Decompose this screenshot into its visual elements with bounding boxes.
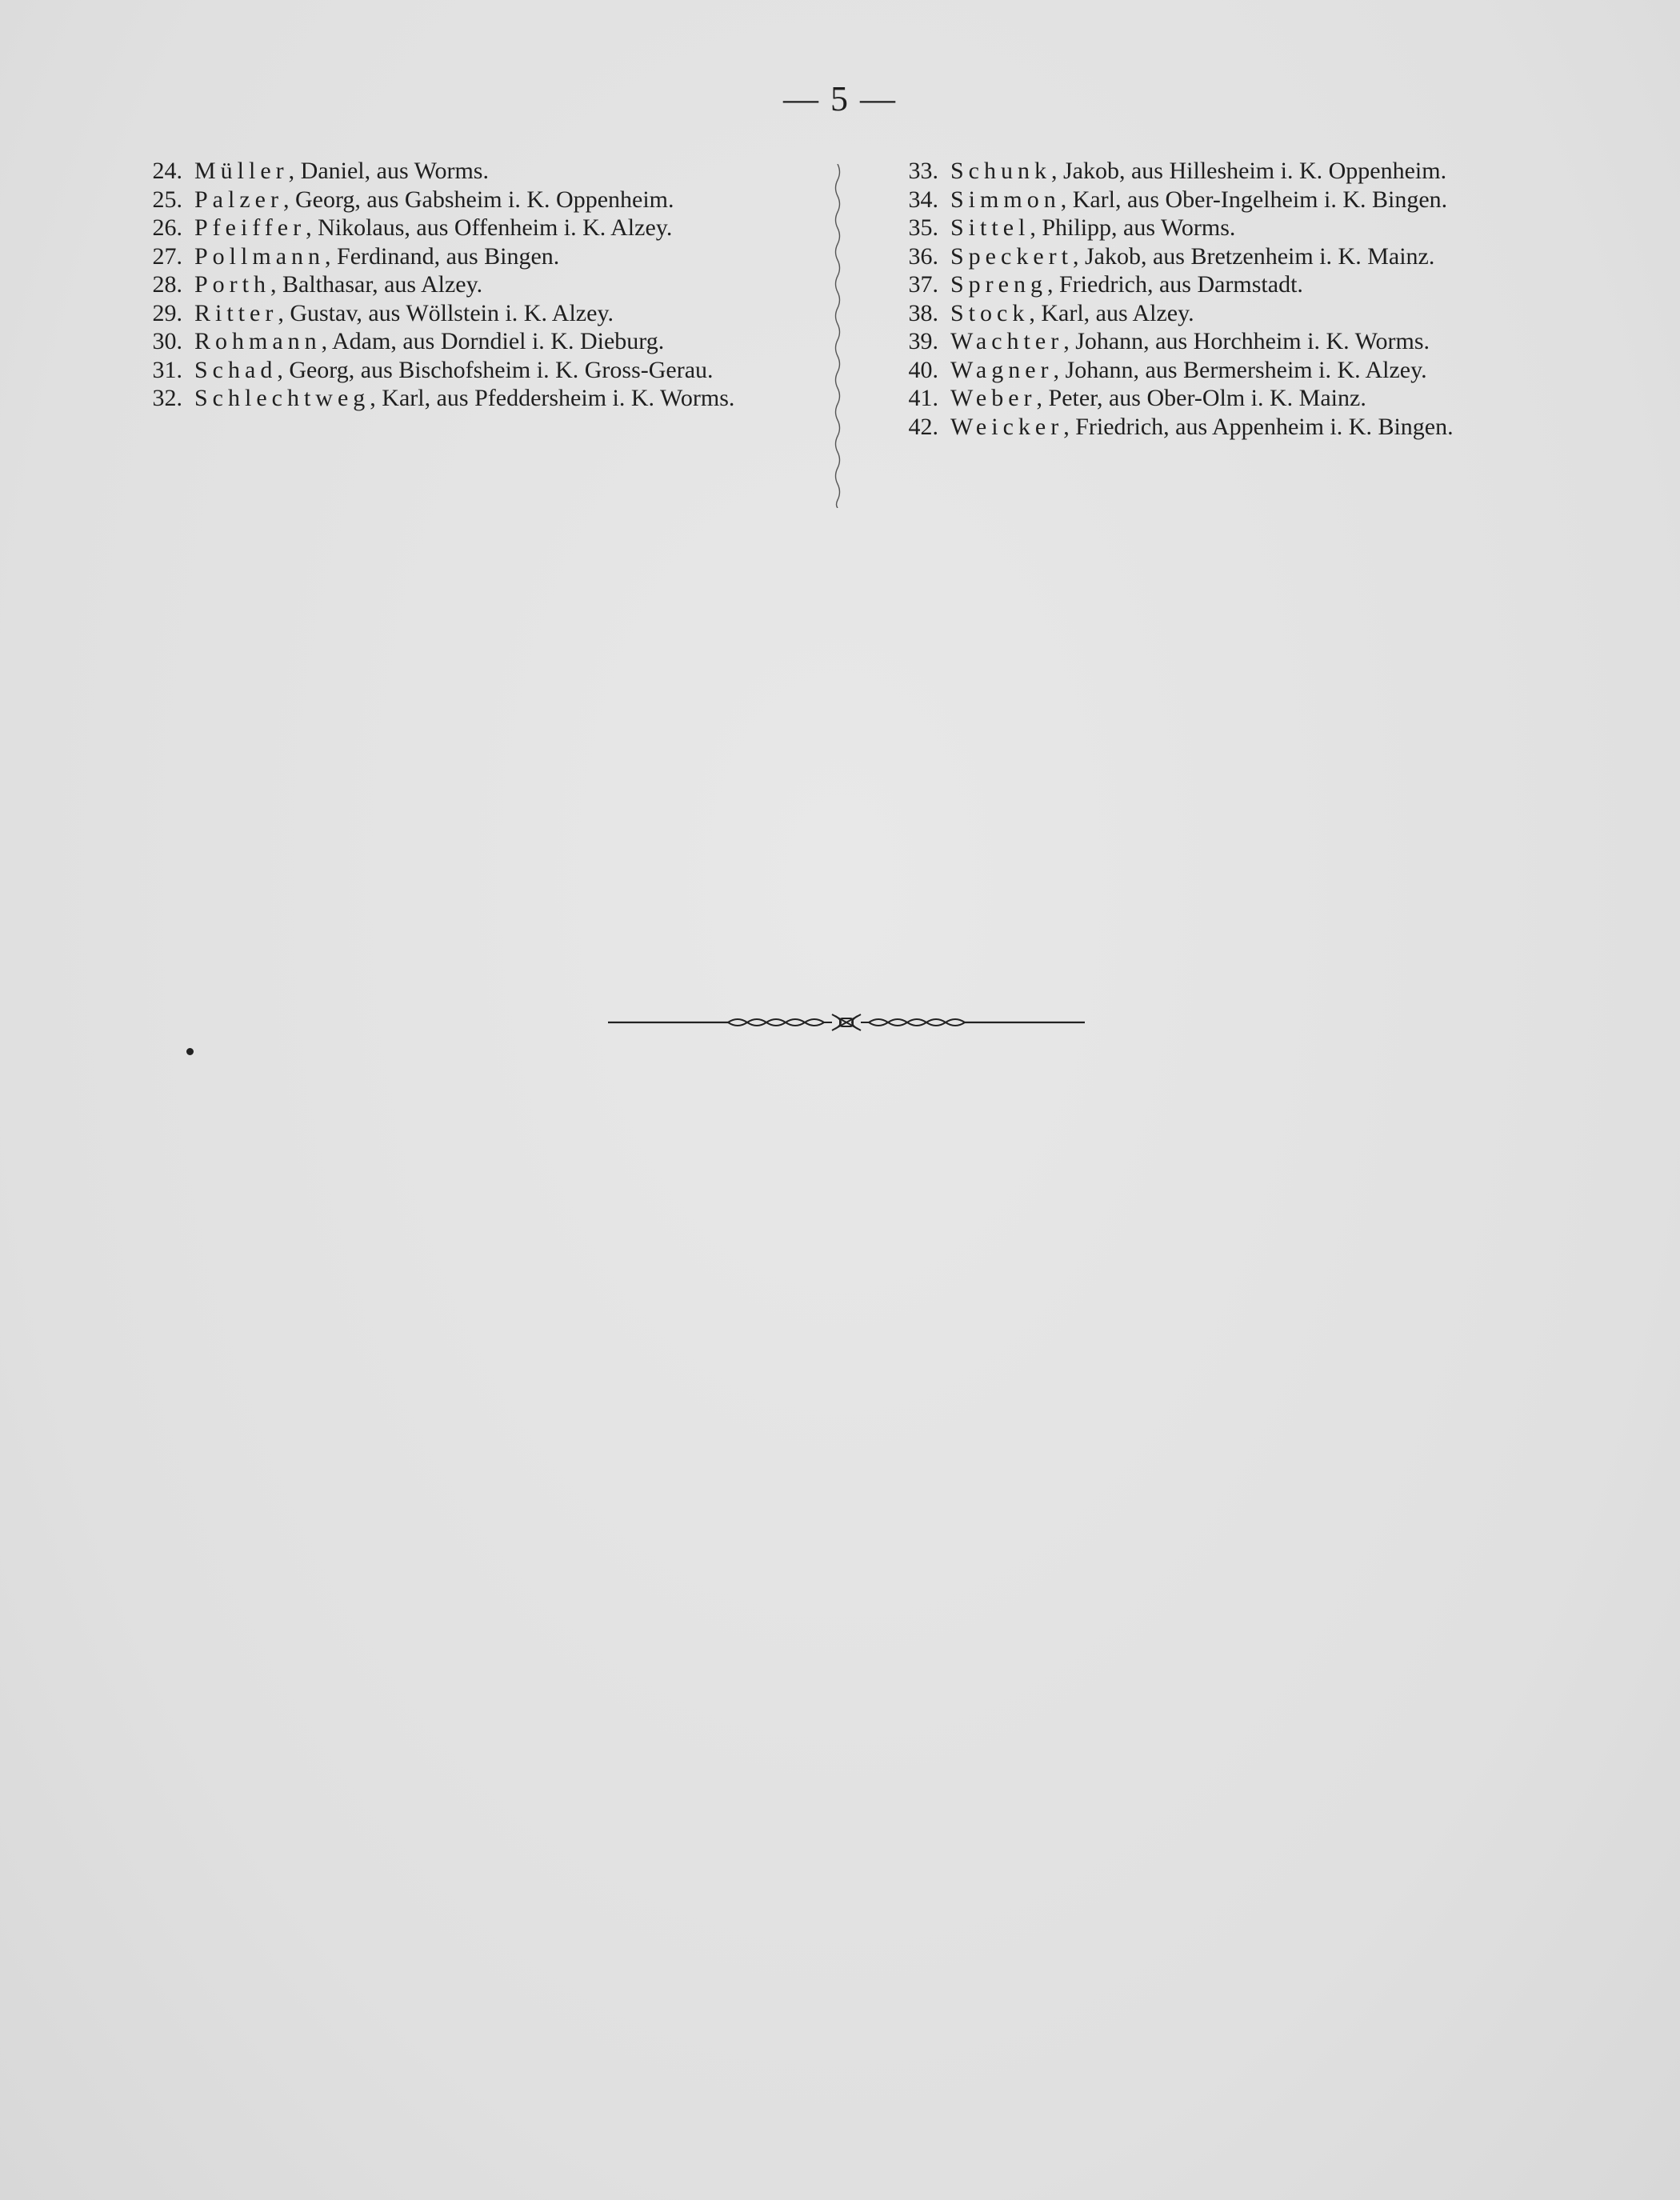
list-entry-35 [868, 214, 1566, 242]
list-entry-28 [112, 270, 802, 299]
entry-details: , Jakob, aus Hillesheim i. K. Oppenheim. [1051, 158, 1447, 184]
page-number: — 5 — [783, 79, 897, 118]
entry-text [938, 186, 1566, 214]
list-entry-41 [868, 384, 1566, 413]
entry-number: 38. [908, 299, 938, 326]
entry-number: 25. [152, 186, 182, 213]
entry-surname: Porth [194, 271, 271, 298]
list-entry-26 [112, 214, 802, 242]
entry-text [182, 384, 802, 413]
entry-number: 42. [908, 413, 938, 440]
entry-surname: Stock [950, 299, 1030, 326]
list-entry-32 [112, 384, 802, 413]
entry-text [182, 270, 802, 299]
entry-surname: Schlechtweg [194, 385, 370, 411]
entry-surname: Simmon [950, 186, 1061, 213]
entry-text [938, 214, 1566, 242]
entry-number: 37. [908, 271, 938, 298]
entry-details: , Philipp, aus Worms. [1030, 214, 1236, 241]
list-entry-31 [112, 356, 802, 385]
entry-number: 26. [152, 214, 182, 241]
list-entry-37 [868, 270, 1566, 299]
entry-details: , Friedrich, aus Appenheim i. K. Bingen. [1063, 413, 1454, 440]
entry-surname: Spreng [950, 271, 1047, 298]
entry-details: , Ferdinand, aus Bingen. [325, 242, 560, 270]
entry-details: , Georg, aus Gabsheim i. K. Oppenheim. [282, 186, 674, 213]
entry-details: , Peter, aus Ober-Olm i. K. Mainz. [1036, 385, 1366, 411]
list-entry-39 [868, 327, 1566, 356]
entry-details: , Georg, aus Bischofsheim i. K. Gross-Gerau. [277, 356, 714, 383]
list-entry-38 [868, 299, 1566, 328]
entry-number: 40. [908, 356, 938, 383]
entry-surname: Wagner [950, 356, 1054, 383]
list-entry-34 [868, 186, 1566, 214]
entry-number: 29. [152, 299, 182, 326]
list-entry-27 [112, 242, 802, 271]
list-entry-25 [112, 186, 802, 214]
entry-text [938, 242, 1566, 271]
entry-text [182, 299, 802, 328]
left-column-list [112, 157, 802, 413]
entry-details: , Adam, aus Dorndiel i. K. Dieburg. [321, 328, 665, 354]
entry-text [938, 270, 1566, 299]
wavy-column-divider-icon [832, 164, 843, 508]
entry-details: , Karl, aus Alzey. [1029, 299, 1194, 326]
list-entry-36 [868, 242, 1566, 271]
entry-surname: Weber [950, 385, 1037, 411]
entry-text [938, 157, 1566, 186]
entry-number: 34. [908, 186, 938, 213]
entry-details: , Balthasar, aus Alzey. [270, 271, 483, 298]
right-column-list [868, 157, 1566, 441]
entry-number: 31. [152, 356, 182, 383]
entry-details: , Jakob, aus Bretzenheim i. K. Mainz. [1072, 242, 1435, 270]
entry-number: 24. [152, 158, 182, 184]
entry-text [938, 413, 1566, 442]
entry-surname: Palzer [194, 186, 283, 213]
entry-details: , Karl, aus Ober-Ingelheim i. K. Bingen. [1060, 186, 1448, 213]
entry-text [182, 157, 802, 186]
entry-surname: Rohmann [194, 328, 322, 354]
entry-text [182, 356, 802, 385]
ink-speck [186, 1048, 194, 1055]
entry-number: 27. [152, 242, 182, 270]
entry-details: , Friedrich, aus Darmstadt. [1047, 271, 1303, 298]
entry-text [182, 214, 802, 242]
entry-number: 32. [152, 385, 182, 411]
entry-text [938, 384, 1566, 413]
entry-surname: Schad [194, 356, 278, 383]
entry-number: 39. [908, 328, 938, 354]
entry-text [938, 356, 1566, 385]
entry-details: , Karl, aus Pfeddersheim i. K. Worms. [370, 385, 735, 411]
entry-details: , Johann, aus Bermersheim i. K. Alzey. [1053, 356, 1427, 383]
entry-details: , Nikolaus, aus Offenheim i. K. Alzey. [306, 214, 673, 241]
entry-text [182, 242, 802, 271]
entry-surname: Ritter [194, 299, 278, 326]
list-entry-30 [112, 327, 802, 356]
entry-surname: Schunk [950, 158, 1051, 184]
entry-text [938, 327, 1566, 356]
entry-text [938, 299, 1566, 328]
entry-details: , Daniel, aus Worms. [288, 158, 489, 184]
entry-text [182, 186, 802, 214]
entry-text [182, 327, 802, 356]
list-entry-29 [112, 299, 802, 328]
entry-details: , Gustav, aus Wöllstein i. K. Alzey. [278, 299, 614, 326]
entry-surname: Wachter [950, 328, 1064, 354]
entry-surname: Pfeiffer [194, 214, 306, 241]
entry-number: 30. [152, 328, 182, 354]
entry-number: 41. [908, 385, 938, 411]
entry-surname: Müller [194, 158, 289, 184]
entry-surname: Pollmann [194, 242, 326, 270]
ornamental-rule-icon [608, 1008, 1085, 1037]
list-entry-40 [868, 356, 1566, 385]
entry-number: 33. [908, 158, 938, 184]
entry-surname: Sittel [950, 214, 1030, 241]
list-entry-24 [112, 157, 802, 186]
entry-surname: Weicker [950, 413, 1064, 440]
entry-surname: Speckert [950, 242, 1073, 270]
entry-number: 35. [908, 214, 938, 241]
list-entry-33 [868, 157, 1566, 186]
entry-details: , Johann, aus Horchheim i. K. Worms. [1063, 328, 1430, 354]
entry-number: 36. [908, 242, 938, 270]
list-entry-42 [868, 413, 1566, 442]
entry-number: 28. [152, 271, 182, 298]
